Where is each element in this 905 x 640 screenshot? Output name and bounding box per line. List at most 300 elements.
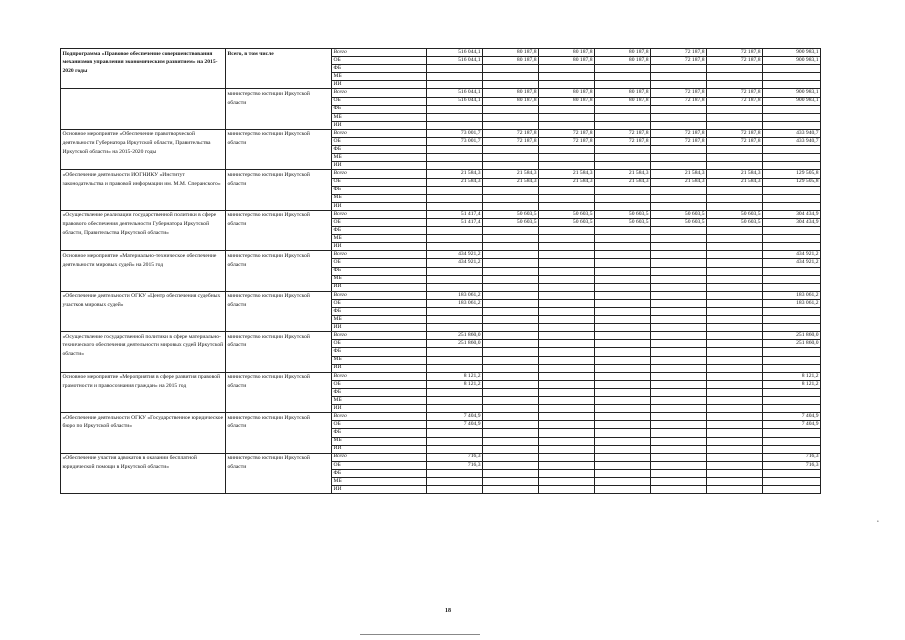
year-value-cell — [595, 227, 651, 235]
total-value-cell: 8 121,2 — [763, 372, 821, 380]
year-value-cell — [595, 316, 651, 324]
year-value-cell: 72 187,8 — [651, 57, 707, 65]
year-value-cell: 80 187,8 — [595, 57, 651, 65]
funding-source-cell: МБ — [332, 316, 427, 324]
funding-source-cell: ОБ — [332, 218, 427, 226]
year-value-cell — [483, 146, 539, 154]
total-value-cell — [763, 308, 821, 316]
total-value-cell — [763, 477, 821, 485]
year-value-cell — [539, 113, 595, 121]
year-value-cell — [595, 324, 651, 332]
year-value-cell: 8 121,2 — [427, 380, 483, 388]
funding-source-cell: Всего — [332, 210, 427, 218]
funding-source-cell: ОБ — [332, 380, 427, 388]
funding-source-cell: Всего — [332, 291, 427, 299]
year-value-cell — [539, 340, 595, 348]
year-value-cell — [707, 283, 763, 291]
year-value-cell: 73 001,7 — [427, 138, 483, 146]
table-row — [61, 291, 821, 299]
year-value-cell — [595, 308, 651, 316]
total-value-cell: 900 983,1 — [763, 89, 821, 97]
year-value-cell — [651, 283, 707, 291]
table-row — [61, 251, 821, 259]
year-value-cell — [651, 259, 707, 267]
year-value-cell — [539, 81, 595, 89]
funding-source-cell: ИИ — [332, 202, 427, 210]
year-value-cell — [427, 486, 483, 494]
total-value-cell: 304 434,9 — [763, 210, 821, 218]
year-value-cell — [539, 356, 595, 364]
year-value-cell — [427, 356, 483, 364]
year-value-cell: 50 603,5 — [483, 218, 539, 226]
year-value-cell — [595, 340, 651, 348]
year-value-cell — [595, 73, 651, 81]
year-value-cell — [651, 154, 707, 162]
year-value-cell — [483, 194, 539, 202]
year-value-cell — [483, 283, 539, 291]
year-value-cell — [539, 299, 595, 307]
year-value-cell: 72 187,8 — [707, 129, 763, 137]
executor-cell: министерство юстиции Иркутской области — [226, 129, 332, 169]
year-value-cell — [427, 388, 483, 396]
year-value-cell: 72 187,8 — [483, 129, 539, 137]
year-value-cell: 72 187,8 — [707, 89, 763, 97]
total-value-cell — [763, 445, 821, 453]
total-value-cell — [763, 105, 821, 113]
total-value-cell: 183 061,2 — [763, 291, 821, 299]
year-value-cell — [595, 291, 651, 299]
year-value-cell — [483, 421, 539, 429]
year-value-cell — [707, 397, 763, 405]
program-name-cell — [61, 89, 226, 129]
year-value-cell: 21 584,3 — [539, 178, 595, 186]
stray-mark: • — [877, 520, 879, 525]
year-value-cell — [427, 316, 483, 324]
year-value-cell — [707, 299, 763, 307]
funding-source-cell: ФБ — [332, 429, 427, 437]
funding-source-cell: ФБ — [332, 227, 427, 235]
year-value-cell — [651, 113, 707, 121]
total-value-cell — [763, 146, 821, 154]
year-value-cell — [707, 413, 763, 421]
year-value-cell — [483, 291, 539, 299]
funding-source-cell: ИИ — [332, 405, 427, 413]
program-name-cell: «Осуществление реализации государственной политики в сфере правового обеспечения деятельности Губернатора Иркутской области, Правительства Иркутской области» — [61, 210, 226, 250]
year-value-cell — [483, 65, 539, 73]
year-value-cell: 80 187,8 — [539, 89, 595, 97]
program-name-cell: Подпрограмма «Правовое обеспечение совершенствования механизмов управления экономическим развитием» на 2015-2020 годы — [61, 49, 226, 89]
table-row — [61, 453, 821, 461]
year-value-cell — [651, 299, 707, 307]
funding-source-cell: ОБ — [332, 461, 427, 469]
program-name-cell: Основное мероприятие «Обеспечение правотворческой деятельности Губернатора Иркутской области, Правительства Иркутской области» на 2015-2020 годы — [61, 129, 226, 169]
bottom-divider — [360, 634, 480, 635]
total-value-cell — [763, 154, 821, 162]
year-value-cell — [707, 324, 763, 332]
year-value-cell — [483, 162, 539, 170]
year-value-cell — [707, 340, 763, 348]
funding-source-cell: ФБ — [332, 308, 427, 316]
funding-source-cell: МБ — [332, 235, 427, 243]
funding-source-cell: МБ — [332, 194, 427, 202]
year-value-cell — [651, 316, 707, 324]
year-value-cell — [707, 235, 763, 243]
year-value-cell: 50 603,5 — [651, 218, 707, 226]
year-value-cell — [651, 65, 707, 73]
year-value-cell — [539, 73, 595, 81]
total-value-cell: 900 983,1 — [763, 57, 821, 65]
executor-cell: министерство юстиции Иркутской области — [226, 170, 332, 210]
year-value-cell — [539, 453, 595, 461]
year-value-cell — [483, 299, 539, 307]
year-value-cell — [595, 348, 651, 356]
year-value-cell — [539, 308, 595, 316]
year-value-cell: 716,3 — [427, 453, 483, 461]
year-value-cell — [539, 364, 595, 372]
year-value-cell — [651, 227, 707, 235]
year-value-cell — [651, 162, 707, 170]
table-row — [61, 413, 821, 421]
year-value-cell — [539, 429, 595, 437]
year-value-cell: 434 921,2 — [427, 251, 483, 259]
budget-table — [60, 48, 821, 494]
total-value-cell — [763, 469, 821, 477]
year-value-cell — [707, 332, 763, 340]
year-value-cell — [707, 291, 763, 299]
year-value-cell — [483, 81, 539, 89]
year-value-cell: 21 584,3 — [483, 178, 539, 186]
funding-source-cell: ОБ — [332, 421, 427, 429]
year-value-cell — [427, 113, 483, 121]
year-value-cell — [483, 113, 539, 121]
year-value-cell: 251 860,0 — [427, 340, 483, 348]
year-value-cell — [707, 194, 763, 202]
funding-source-cell: МБ — [332, 356, 427, 364]
year-value-cell — [539, 291, 595, 299]
year-value-cell — [483, 332, 539, 340]
year-value-cell — [483, 243, 539, 251]
year-value-cell: 72 187,8 — [595, 138, 651, 146]
total-value-cell — [763, 65, 821, 73]
total-value-cell — [763, 486, 821, 494]
year-value-cell — [483, 235, 539, 243]
year-value-cell — [483, 340, 539, 348]
year-value-cell — [595, 453, 651, 461]
year-value-cell — [707, 73, 763, 81]
year-value-cell — [651, 267, 707, 275]
year-value-cell — [483, 486, 539, 494]
year-value-cell — [707, 372, 763, 380]
year-value-cell — [707, 469, 763, 477]
year-value-cell — [539, 324, 595, 332]
year-value-cell — [651, 105, 707, 113]
year-value-cell — [595, 186, 651, 194]
year-value-cell — [651, 372, 707, 380]
year-value-cell: 50 603,5 — [595, 210, 651, 218]
year-value-cell — [483, 348, 539, 356]
year-value-cell: 8 121,2 — [427, 372, 483, 380]
year-value-cell — [427, 275, 483, 283]
total-value-cell — [763, 267, 821, 275]
year-value-cell: 21 584,3 — [651, 170, 707, 178]
total-value-cell: 434 921,2 — [763, 259, 821, 267]
year-value-cell — [651, 429, 707, 437]
year-value-cell — [651, 356, 707, 364]
program-name-cell: «Обеспечение деятельности ИОГНИКУ «Институт законодательства и правовой информации им. М.М. Сперанского» — [61, 170, 226, 210]
year-value-cell — [595, 121, 651, 129]
year-value-cell: 516 044,1 — [427, 89, 483, 97]
total-value-cell: 7 404,9 — [763, 421, 821, 429]
total-value-cell: 251 860,0 — [763, 340, 821, 348]
year-value-cell: 21 584,3 — [483, 170, 539, 178]
funding-source-cell: ИИ — [332, 81, 427, 89]
table-row — [61, 89, 821, 97]
year-value-cell — [707, 154, 763, 162]
executor-cell: министерство юстиции Иркутской области — [226, 453, 332, 493]
year-value-cell: 72 187,8 — [707, 57, 763, 65]
year-value-cell — [595, 486, 651, 494]
year-value-cell — [427, 235, 483, 243]
year-value-cell — [539, 267, 595, 275]
year-value-cell — [651, 453, 707, 461]
year-value-cell — [651, 348, 707, 356]
year-value-cell: 80 187,8 — [595, 89, 651, 97]
total-value-cell — [763, 356, 821, 364]
funding-source-cell: Всего — [332, 129, 427, 137]
executor-cell: министерство юстиции Иркутской области — [226, 413, 332, 453]
year-value-cell — [595, 469, 651, 477]
executor-cell: министерство юстиции Иркутской области — [226, 332, 332, 372]
year-value-cell: 434 921,2 — [427, 259, 483, 267]
year-value-cell — [707, 308, 763, 316]
program-name-cell: «Обеспечение деятельности ОГКУ «Государственное юридическое бюро по Иркутской области» — [61, 413, 226, 453]
year-value-cell — [539, 275, 595, 283]
year-value-cell: 73 001,7 — [427, 129, 483, 137]
year-value-cell: 80 187,8 — [595, 97, 651, 105]
total-value-cell — [763, 364, 821, 372]
table-row — [61, 210, 821, 218]
year-value-cell — [483, 437, 539, 445]
year-value-cell: 72 187,8 — [651, 89, 707, 97]
year-value-cell — [595, 162, 651, 170]
funding-source-cell: Всего — [332, 372, 427, 380]
year-value-cell — [483, 445, 539, 453]
page-number: 18 — [445, 608, 451, 614]
year-value-cell — [651, 445, 707, 453]
year-value-cell: 72 187,8 — [651, 129, 707, 137]
year-value-cell: 516 044,1 — [427, 97, 483, 105]
funding-source-cell: Всего — [332, 453, 427, 461]
funding-source-cell: ОБ — [332, 340, 427, 348]
program-name-cell: Основное мероприятие «Материально-техническое обеспечение деятельности мировых судей» на 2015 год — [61, 251, 226, 291]
total-value-cell — [763, 316, 821, 324]
year-value-cell — [651, 308, 707, 316]
funding-source-cell: МБ — [332, 397, 427, 405]
total-value-cell — [763, 73, 821, 81]
year-value-cell: 21 584,3 — [707, 170, 763, 178]
year-value-cell — [651, 421, 707, 429]
year-value-cell — [539, 397, 595, 405]
year-value-cell — [427, 81, 483, 89]
funding-source-cell: МБ — [332, 477, 427, 485]
year-value-cell — [539, 235, 595, 243]
year-value-cell — [427, 194, 483, 202]
year-value-cell — [651, 73, 707, 81]
total-value-cell — [763, 202, 821, 210]
total-value-cell — [763, 235, 821, 243]
year-value-cell — [483, 397, 539, 405]
total-value-cell: 7 404,9 — [763, 413, 821, 421]
year-value-cell — [595, 194, 651, 202]
total-value-cell — [763, 113, 821, 121]
total-value-cell: 716,3 — [763, 453, 821, 461]
year-value-cell — [651, 186, 707, 194]
year-value-cell — [595, 388, 651, 396]
funding-source-cell: Всего — [332, 49, 427, 57]
year-value-cell — [483, 453, 539, 461]
year-value-cell — [483, 259, 539, 267]
year-value-cell — [483, 267, 539, 275]
year-value-cell: 50 603,5 — [707, 218, 763, 226]
table-row — [61, 49, 821, 57]
year-value-cell — [651, 146, 707, 154]
total-value-cell: 129 505,8 — [763, 170, 821, 178]
year-value-cell — [707, 259, 763, 267]
year-value-cell — [427, 162, 483, 170]
year-value-cell — [427, 397, 483, 405]
year-value-cell — [707, 405, 763, 413]
total-value-cell — [763, 227, 821, 235]
executor-cell: министерство юстиции Иркутской области — [226, 291, 332, 331]
year-value-cell: 21 584,3 — [427, 178, 483, 186]
year-value-cell — [427, 348, 483, 356]
year-value-cell — [427, 243, 483, 251]
funding-source-cell: Всего — [332, 251, 427, 259]
program-name-cell: «Обеспечение участия адвокатов в оказании бесплатной юридической помощи в Иркутской области» — [61, 453, 226, 493]
year-value-cell — [595, 113, 651, 121]
year-value-cell — [539, 372, 595, 380]
year-value-cell — [595, 243, 651, 251]
total-value-cell — [763, 275, 821, 283]
total-value-cell: 716,3 — [763, 461, 821, 469]
year-value-cell — [595, 372, 651, 380]
funding-source-cell: ИИ — [332, 324, 427, 332]
funding-source-cell: Всего — [332, 170, 427, 178]
year-value-cell — [427, 146, 483, 154]
funding-source-cell: ИИ — [332, 121, 427, 129]
year-value-cell — [427, 469, 483, 477]
table-row — [61, 332, 821, 340]
year-value-cell: 50 603,5 — [483, 210, 539, 218]
year-value-cell — [651, 235, 707, 243]
year-value-cell — [539, 405, 595, 413]
year-value-cell — [651, 380, 707, 388]
year-value-cell: 50 603,5 — [651, 210, 707, 218]
funding-source-cell: ИИ — [332, 162, 427, 170]
year-value-cell: 50 603,5 — [707, 210, 763, 218]
year-value-cell — [707, 275, 763, 283]
year-value-cell — [651, 324, 707, 332]
year-value-cell — [427, 405, 483, 413]
year-value-cell — [707, 251, 763, 259]
year-value-cell — [651, 121, 707, 129]
total-value-cell: 129 505,8 — [763, 178, 821, 186]
funding-source-cell: ФБ — [332, 469, 427, 477]
budget-table-body — [61, 49, 821, 494]
total-value-cell — [763, 186, 821, 194]
total-value-cell: 183 061,2 — [763, 299, 821, 307]
year-value-cell — [707, 81, 763, 89]
year-value-cell: 50 603,5 — [539, 218, 595, 226]
funding-source-cell: ИИ — [332, 445, 427, 453]
funding-source-cell: ИИ — [332, 243, 427, 251]
year-value-cell — [651, 388, 707, 396]
year-value-cell — [595, 154, 651, 162]
year-value-cell: 72 187,8 — [539, 129, 595, 137]
year-value-cell — [595, 364, 651, 372]
year-value-cell — [651, 275, 707, 283]
total-value-cell: 900 983,1 — [763, 49, 821, 57]
year-value-cell — [427, 73, 483, 81]
funding-source-cell: МБ — [332, 73, 427, 81]
year-value-cell — [595, 421, 651, 429]
year-value-cell — [651, 332, 707, 340]
year-value-cell: 21 584,3 — [539, 170, 595, 178]
year-value-cell — [483, 324, 539, 332]
year-value-cell — [707, 486, 763, 494]
year-value-cell — [651, 437, 707, 445]
table-row — [61, 170, 821, 178]
total-value-cell: 251 860,0 — [763, 332, 821, 340]
year-value-cell: 80 187,8 — [483, 89, 539, 97]
funding-source-cell: ОБ — [332, 138, 427, 146]
year-value-cell — [483, 477, 539, 485]
year-value-cell — [539, 186, 595, 194]
year-value-cell — [483, 388, 539, 396]
funding-source-cell: ОБ — [332, 299, 427, 307]
year-value-cell — [539, 154, 595, 162]
year-value-cell: 80 187,8 — [539, 49, 595, 57]
year-value-cell — [707, 461, 763, 469]
year-value-cell — [707, 348, 763, 356]
year-value-cell: 7 404,9 — [427, 413, 483, 421]
year-value-cell — [707, 121, 763, 129]
year-value-cell — [539, 486, 595, 494]
year-value-cell — [707, 162, 763, 170]
year-value-cell — [595, 283, 651, 291]
year-value-cell — [707, 65, 763, 73]
year-value-cell — [595, 332, 651, 340]
year-value-cell — [595, 445, 651, 453]
year-value-cell — [539, 477, 595, 485]
year-value-cell — [539, 421, 595, 429]
total-value-cell — [763, 397, 821, 405]
funding-source-cell: Всего — [332, 332, 427, 340]
funding-source-cell: ФБ — [332, 146, 427, 154]
year-value-cell — [595, 235, 651, 243]
year-value-cell — [595, 81, 651, 89]
year-value-cell — [427, 202, 483, 210]
year-value-cell: 80 187,8 — [539, 57, 595, 65]
year-value-cell: 251 860,0 — [427, 332, 483, 340]
year-value-cell: 51 417,4 — [427, 210, 483, 218]
year-value-cell — [427, 65, 483, 73]
total-value-cell: 433 940,7 — [763, 138, 821, 146]
year-value-cell: 50 603,5 — [595, 218, 651, 226]
year-value-cell — [539, 437, 595, 445]
year-value-cell — [651, 397, 707, 405]
year-value-cell — [539, 65, 595, 73]
